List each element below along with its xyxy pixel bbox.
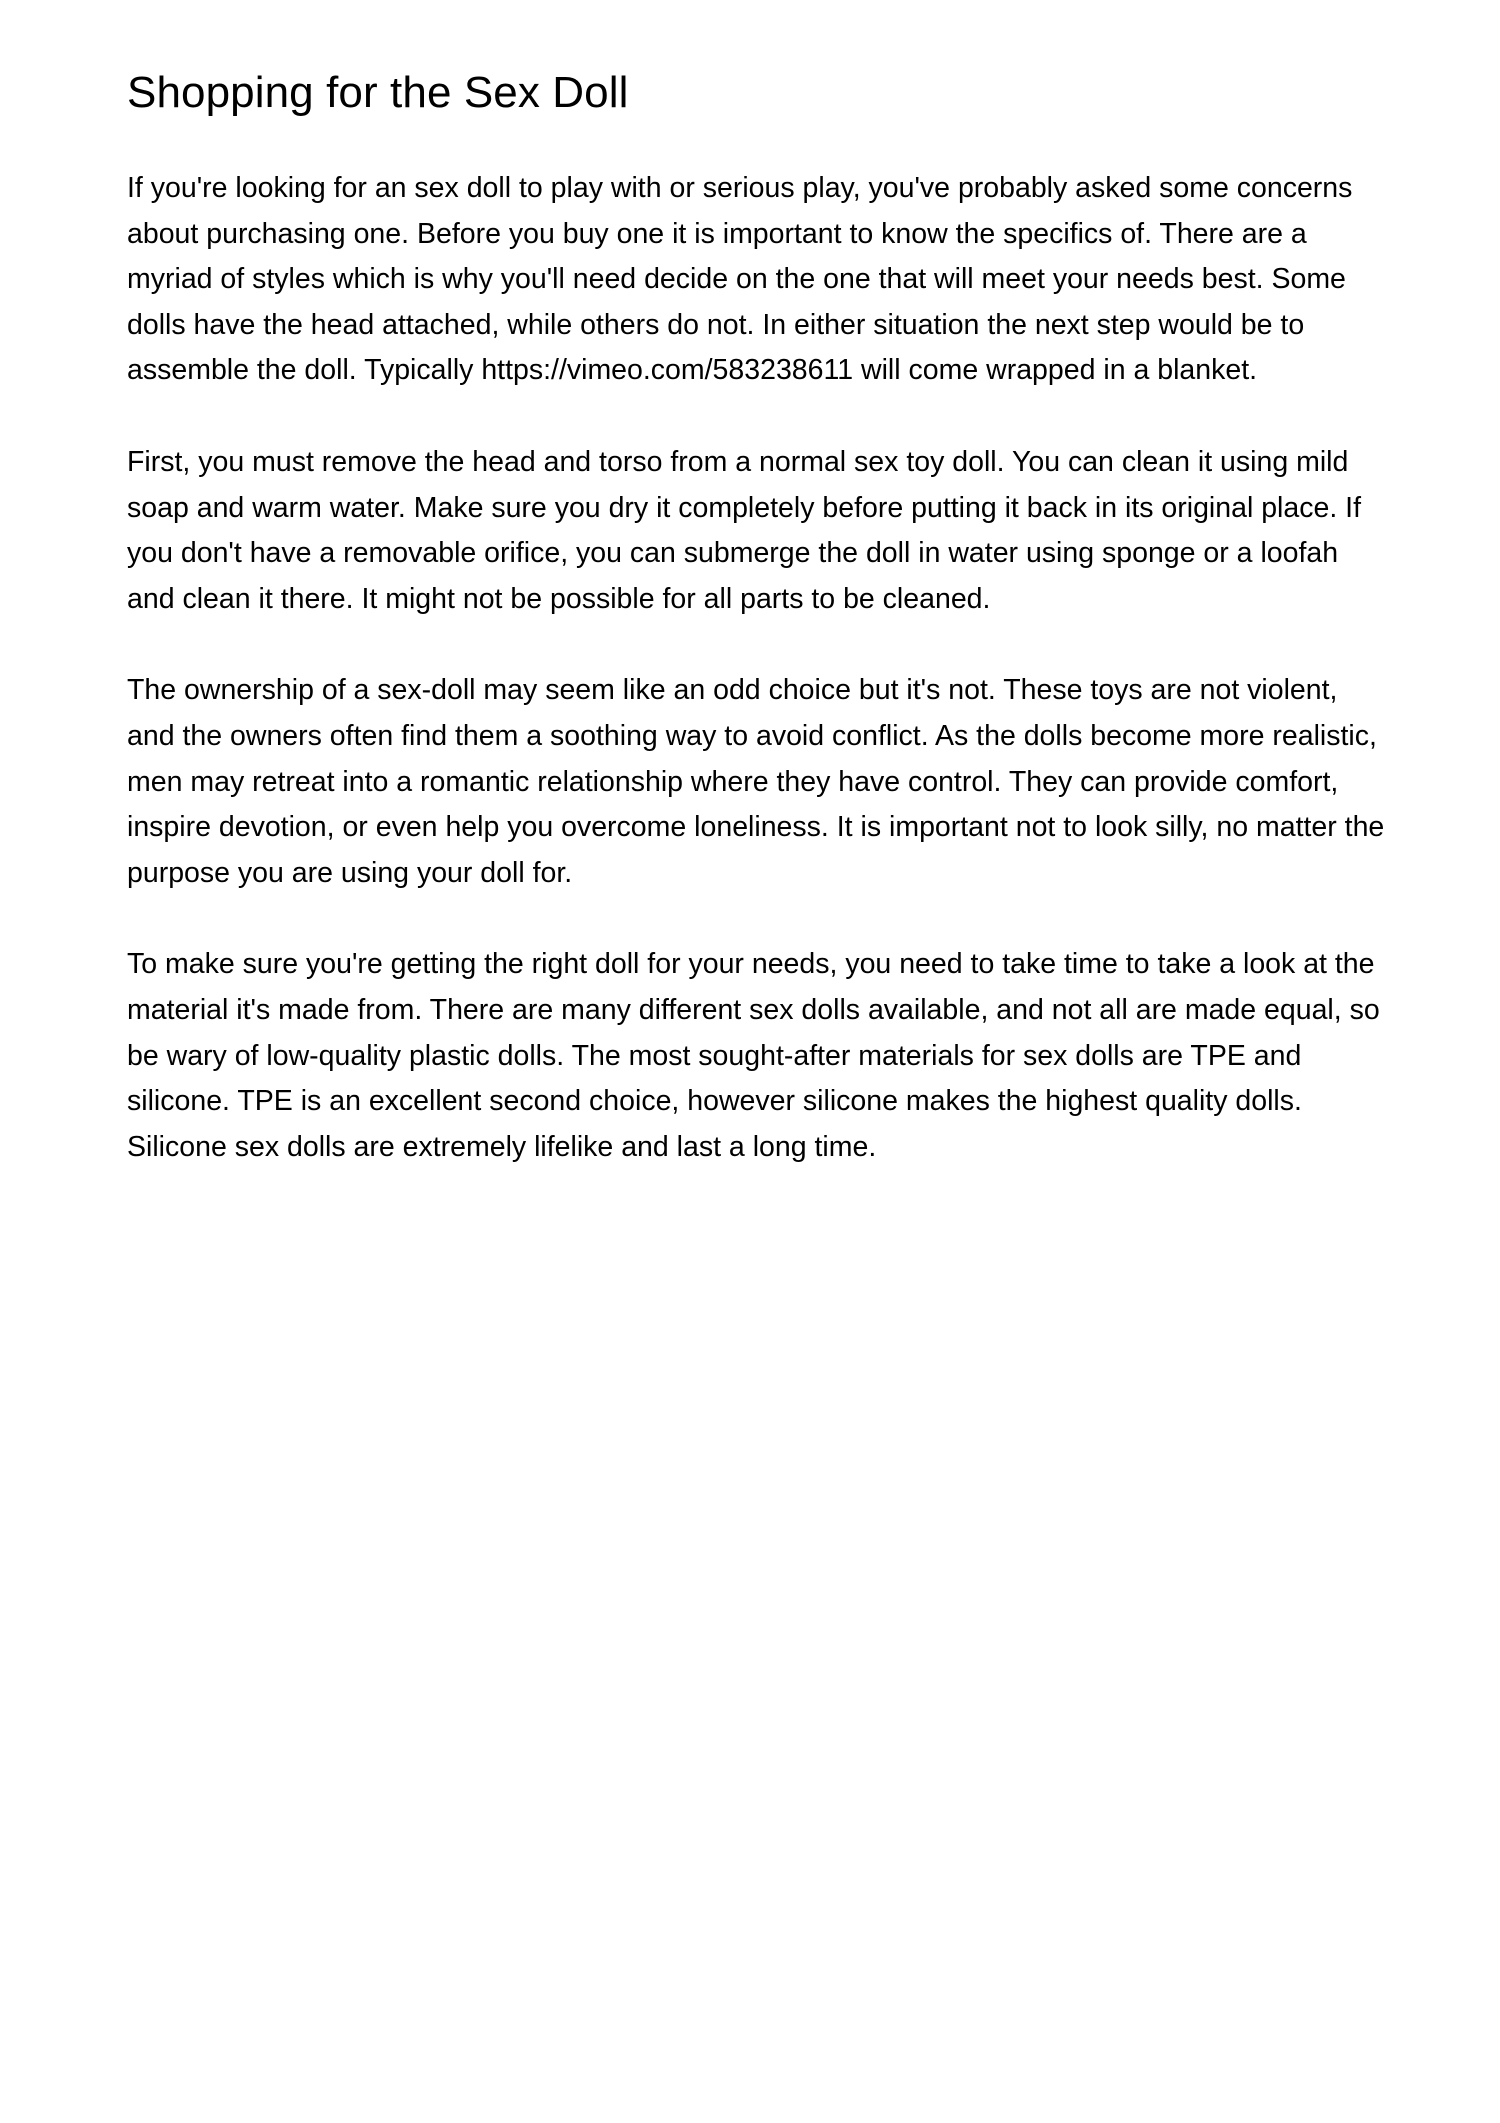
paragraph-2: First, you must remove the head and torso from a normal sex toy doll. You can clean it using mild soap and warm water. Make sure you dry it completely before putting it back in its original place. If you don't have a removable orifice, you can submerge the doll in water using sponge or a loofah and clean it there. It might not be possible for all parts to be cleaned. bbox=[127, 445, 1362, 615]
document-title: Shopping for the Sex Doll bbox=[127, 68, 629, 117]
paragraph-3: The ownership of a sex-doll may seem like an odd choice but it's not. These toys are not violent, and the owners often find them a soothing way to avoid conflict. As the dolls become more realistic, men may retreat into a romantic relationship where they have control. They can provide comfort, inspire devotion, or even help you overcome loneliness. It is important not to look silly, no matter the purpose you are using your doll for. bbox=[127, 674, 1385, 889]
paragraph-4: To make sure you're getting the right doll for your needs, you need to take time to take a look at the material it's made from. There are many different sex dolls available, and not all are made equal, so be wary of low-quality plastic dolls. The most sought-after materials for sex dolls are TPE and silicone. TPE is an excellent second choice, however silicone makes the highest quality dolls. Silicone sex dolls are extremely lifelike and last a long time. bbox=[127, 948, 1380, 1163]
document-page bbox=[127, 64, 1387, 1216]
paragraph-1: If you're looking for an sex doll to play with or serious play, you've probably asked some concerns about purchasing one. Before you buy one it is important to know the specifics of. There are a myriad of styles which is why you'll need decide on the one that will meet your needs best. Some dolls have the head attached, while others do not. In either situation the next step would be to assemble the doll. Typically https://vimeo.com/583238611 will come wrapped in a blanket. bbox=[127, 172, 1353, 387]
